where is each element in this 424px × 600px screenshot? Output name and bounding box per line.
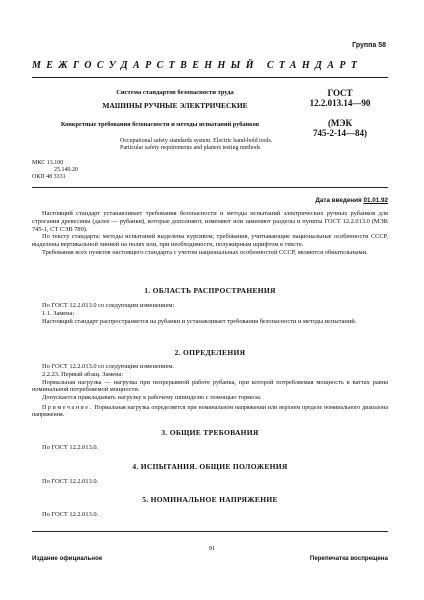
official-edition-label: Издание официальное	[32, 555, 103, 562]
page-number: 91	[208, 545, 216, 552]
english-title: Occupational safety standards system. Electric hand-hold tools. Particular safety requirements and planers testing methods	[120, 138, 273, 152]
introduction-date-label: Дата введения	[315, 197, 362, 204]
mks-code-2: 25.140.20	[54, 167, 78, 174]
section-3-text	[32, 444, 388, 452]
intro-text	[32, 210, 388, 257]
section-paragraph: По ГОСТ 12.2.013.0.	[42, 478, 99, 485]
section-3-heading: 3. ОБЩИЕ ТРЕБОВАНИЯ	[161, 428, 259, 437]
intro-paragraph: По тексту стандарта: методы испытаний выделены курсивом, требования, учитывающие национальные особенности СССР, выделены вертикальной линией на полях или, при необходимости, полужирным шрифтом в тексте.	[32, 233, 388, 249]
header-bottom-rule	[32, 187, 388, 188]
section-5-text	[32, 511, 388, 519]
section-paragraph: Допускается прикладывать нагрузку к рабочему шпинделю с помощью тормоза.	[42, 394, 262, 402]
section-paragraph: По ГОСТ 12.2.013.0 со следующим изменением.	[42, 363, 175, 370]
section-paragraph: 2.2.23. Первый абзац. Замена:	[42, 370, 124, 378]
document-subtitle: Конкретные требования безопасности и методы испытаний рубанков	[60, 121, 260, 128]
section-5-heading: 5. НОМИНАЛЬНОЕ НАПРЯЖЕНИЕ	[142, 495, 278, 504]
intro-paragraph: Требования всех пунктов настоящего стандарта с учетом национальных особенностей СССР, являются обязательными.	[42, 248, 368, 256]
note-text: Нормальная нагрузка определяется при номинальном напряжении или верхнем пределе номинального диапазона напряжения.	[32, 405, 389, 419]
intro-paragraph: Настоящий стандарт устанавливает требования безопасности и методы испытаний электрических ручных рубанков для строгания древесины (далее — рубанки), которые дополняют, изменяют или заменяют разделы и пункты ГОСТ 12.2.013.0 (МЭК 745-1, СТ СЭВ 789).	[32, 210, 388, 233]
standards-system-line: Система стандартов безопасности труда	[116, 89, 234, 96]
section-1-heading: 1. ОБЛАСТЬ РАСПРОСТРАНЕНИЯ	[144, 286, 276, 295]
section-paragraph: По ГОСТ 12.2.013.0 со следующим изменением:	[42, 302, 175, 309]
top-rule	[32, 77, 388, 78]
gost-designation	[290, 88, 390, 108]
introduction-date	[315, 197, 388, 204]
footer-rule	[32, 531, 388, 532]
section-1-text	[32, 302, 388, 325]
iec-line-2: 745-2-14—84)	[313, 128, 367, 138]
okp-code: ОКП 48 3331	[32, 174, 66, 181]
mks-code-1: МКС 13.100	[32, 160, 64, 166]
note-label: Примечание.	[42, 405, 93, 411]
classification-codes	[32, 160, 78, 182]
definition-note	[32, 405, 388, 420]
section-4-heading: 4. ИСПЫТАНИЯ. ОБЩИЕ ПОЛОЖЕНИЯ	[132, 462, 288, 471]
section-paragraph: Нормальная нагрузка — нагрузка при непрерывной работе рубанка, при которой потребляемая мощность в ваттах равна номинальной потребляемой мощности.	[32, 378, 388, 394]
section-2-heading: 2. ОПРЕДЕЛЕНИЯ	[174, 348, 246, 357]
section-paragraph: 1.1. Замена:	[42, 309, 75, 317]
iec-designation	[290, 118, 390, 138]
document-title: МАШИНЫ РУЧНЫЕ ЭЛЕКТРИЧЕСКИЕ	[102, 101, 248, 110]
section-paragraph: По ГОСТ 12.2.013.0.	[42, 444, 99, 451]
section-2-text	[32, 363, 388, 402]
interstate-standard-banner: МЕЖГОСУДАРСТВЕННЫЙ СТАНДАРТ	[32, 60, 363, 71]
introduction-date-value: 01.01.92	[363, 197, 388, 204]
iec-line-1: (МЭК	[327, 118, 353, 128]
section-paragraph: Настоящий стандарт распространяется на рубанки и устанавливает требования безопасности и методы испытаний.	[42, 317, 357, 325]
gost-number: 12.2.013.14—90	[309, 98, 371, 108]
group-label: Группа 58	[352, 42, 386, 49]
gost-label: ГОСТ	[327, 88, 353, 98]
section-paragraph: По ГОСТ 12.2.013.0.	[42, 511, 99, 518]
section-4-text	[32, 478, 388, 486]
reprint-prohibited-label: Перепечатка воспрещена	[309, 555, 388, 562]
